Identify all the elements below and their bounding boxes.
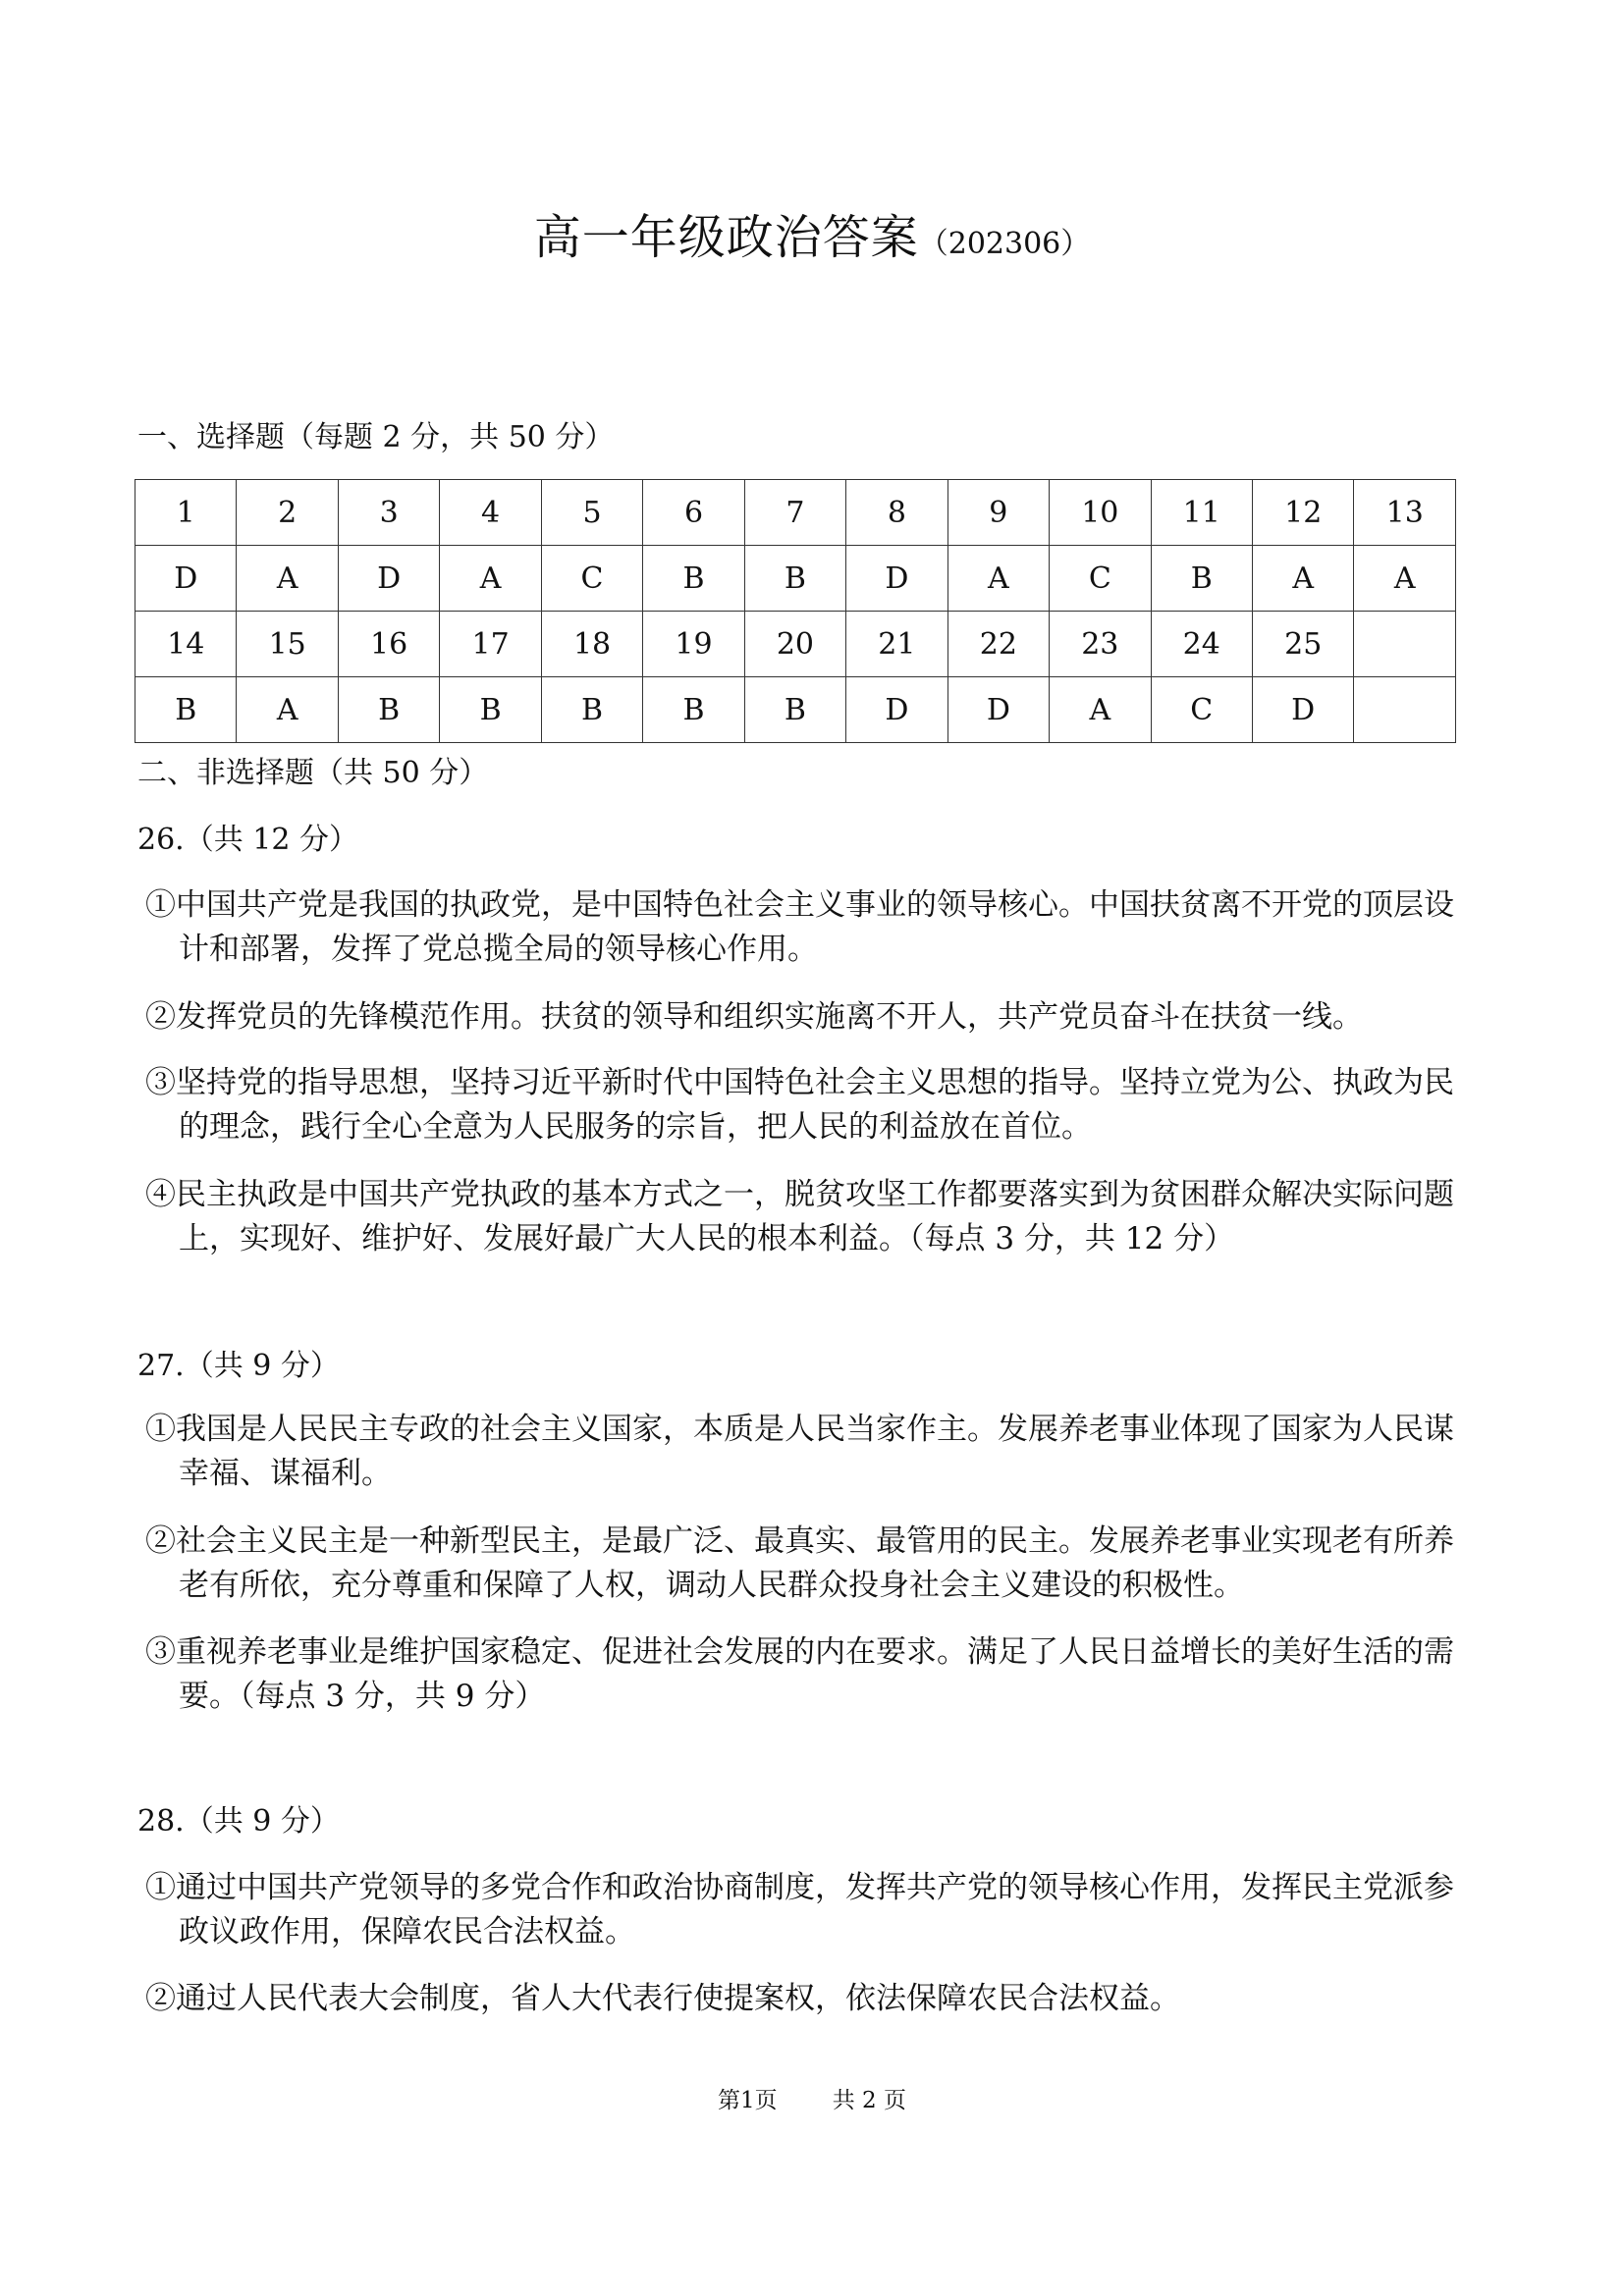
answer-cell: B <box>135 677 237 743</box>
answer-cell: D <box>947 677 1049 743</box>
question-28-heading: 28.（共 9 分） <box>137 1804 340 1839</box>
answer-cell: D <box>135 546 237 612</box>
table-row <box>135 480 1456 546</box>
answer-cell: A <box>237 546 338 612</box>
page-title <box>0 208 1624 274</box>
table-row <box>135 612 1456 677</box>
question-number-cell: 10 <box>1050 480 1151 546</box>
answer-cell: A <box>1354 546 1456 612</box>
answer-cell: B <box>643 677 744 743</box>
question-number-cell: 12 <box>1252 480 1353 546</box>
question-number-cell: 14 <box>135 612 237 677</box>
question-number-cell: 5 <box>541 480 642 546</box>
question-number-cell: 3 <box>338 480 439 546</box>
answer-point: ①中国共产党是我国的执政党，是中国特色社会主义事业的领导核心。中国扶贫离不开党的顶层设计和部署，发挥了党总揽全局的领导核心作用。 <box>145 887 1454 967</box>
answer-cell: B <box>643 546 744 612</box>
question-number-cell: 9 <box>947 480 1049 546</box>
answer-point: ②社会主义民主是一种新型民主，是最广泛、最真实、最管用的民主。发展养老事业实现老有所养老有所依，充分尊重和保障了人权，调动人民群众投身社会主义建设的积极性。 <box>145 1523 1454 1603</box>
question-number-cell: 1 <box>135 480 237 546</box>
table-row <box>135 546 1456 612</box>
question-number-cell: 6 <box>643 480 744 546</box>
answer-point: ②发挥党员的先锋模范作用。扶贫的领导和组织实施离不开人，共产党员奋斗在扶贫一线。 <box>145 999 1363 1035</box>
page-number: 第1页 <box>718 2088 778 2113</box>
answer-point: ④民主执政是中国共产党执政的基本方式之一，脱贫攻坚工作都要落实到为贫困群众解决实际问题上，实现好、维护好、发展好最广大人民的根本利益。（每点 3 分，共 12 分） <box>145 1177 1454 1256</box>
answer-cell: B <box>744 546 845 612</box>
answer-cell: A <box>947 546 1049 612</box>
answer-cell: B <box>440 677 541 743</box>
answer-cell: B <box>338 677 439 743</box>
answer-cell: A <box>440 546 541 612</box>
answer-table <box>135 479 1456 743</box>
answer-point: ①我国是人民民主专政的社会主义国家，本质是人民当家作主。发展养老事业体现了国家为人民谋幸福、谋福利。 <box>145 1412 1454 1491</box>
question-number-cell: 22 <box>947 612 1049 677</box>
page-total: 共 2 页 <box>832 2088 906 2113</box>
question-number-cell: 7 <box>744 480 845 546</box>
question-number-cell: 20 <box>744 612 845 677</box>
answer-cell: B <box>541 677 642 743</box>
answer-point: ③坚持党的指导思想，坚持习近平新时代中国特色社会主义思想的指导。坚持立党为公、执政为民的理念，践行全心全意为人民服务的宗旨，把人民的利益放在首位。 <box>145 1065 1454 1145</box>
answer-cell: D <box>846 677 947 743</box>
question-number-cell: 24 <box>1151 612 1252 677</box>
question-number-cell: 2 <box>237 480 338 546</box>
question-number-cell: 4 <box>440 480 541 546</box>
title-code: （202306） <box>918 227 1091 261</box>
table-row <box>135 677 1456 743</box>
question-number-cell: 16 <box>338 612 439 677</box>
page-footer <box>0 2086 1624 2115</box>
question-number-cell: 25 <box>1252 612 1353 677</box>
question-number-cell: 19 <box>643 612 744 677</box>
answer-cell: A <box>1252 546 1353 612</box>
title-main: 高一年级政治答案 <box>533 210 919 265</box>
answer-cell: A <box>1050 677 1151 743</box>
answer-cell: C <box>1050 546 1151 612</box>
empty-cell <box>1354 677 1456 743</box>
answer-point: ③重视养老事业是维护国家稳定、促进社会发展的内在要求。满足了人民日益增长的美好生活的需要。（每点 3 分，共 9 分） <box>145 1634 1454 1714</box>
answer-cell: C <box>541 546 642 612</box>
answer-point: ①通过中国共产党领导的多党合作和政治协商制度，发挥共产党的领导核心作用，发挥民主党派参政议政作用，保障农民合法权益。 <box>145 1870 1454 1949</box>
section-heading-choice: 一、选择题（每题 2 分，共 50 分） <box>137 420 615 454</box>
question-number-cell: 23 <box>1050 612 1151 677</box>
question-number-cell: 11 <box>1151 480 1252 546</box>
question-number-cell: 17 <box>440 612 541 677</box>
question-number-cell: 15 <box>237 612 338 677</box>
answer-cell: D <box>1252 677 1353 743</box>
section-heading-open: 二、非选择题（共 50 分） <box>137 756 489 790</box>
empty-cell <box>1354 612 1456 677</box>
question-26-heading: 26.（共 12 分） <box>137 823 358 857</box>
answer-cell: C <box>1151 677 1252 743</box>
question-27-heading: 27.（共 9 分） <box>137 1349 340 1383</box>
answer-cell: B <box>744 677 845 743</box>
question-number-cell: 13 <box>1354 480 1456 546</box>
answer-point: ②通过人民代表大会制度，省人大代表行使提案权，依法保障农民合法权益。 <box>145 1981 1180 2016</box>
answer-cell: D <box>846 546 947 612</box>
answer-cell: B <box>1151 546 1252 612</box>
question-number-cell: 8 <box>846 480 947 546</box>
answer-cell: A <box>237 677 338 743</box>
question-number-cell: 21 <box>846 612 947 677</box>
answer-cell: D <box>338 546 439 612</box>
question-number-cell: 18 <box>541 612 642 677</box>
